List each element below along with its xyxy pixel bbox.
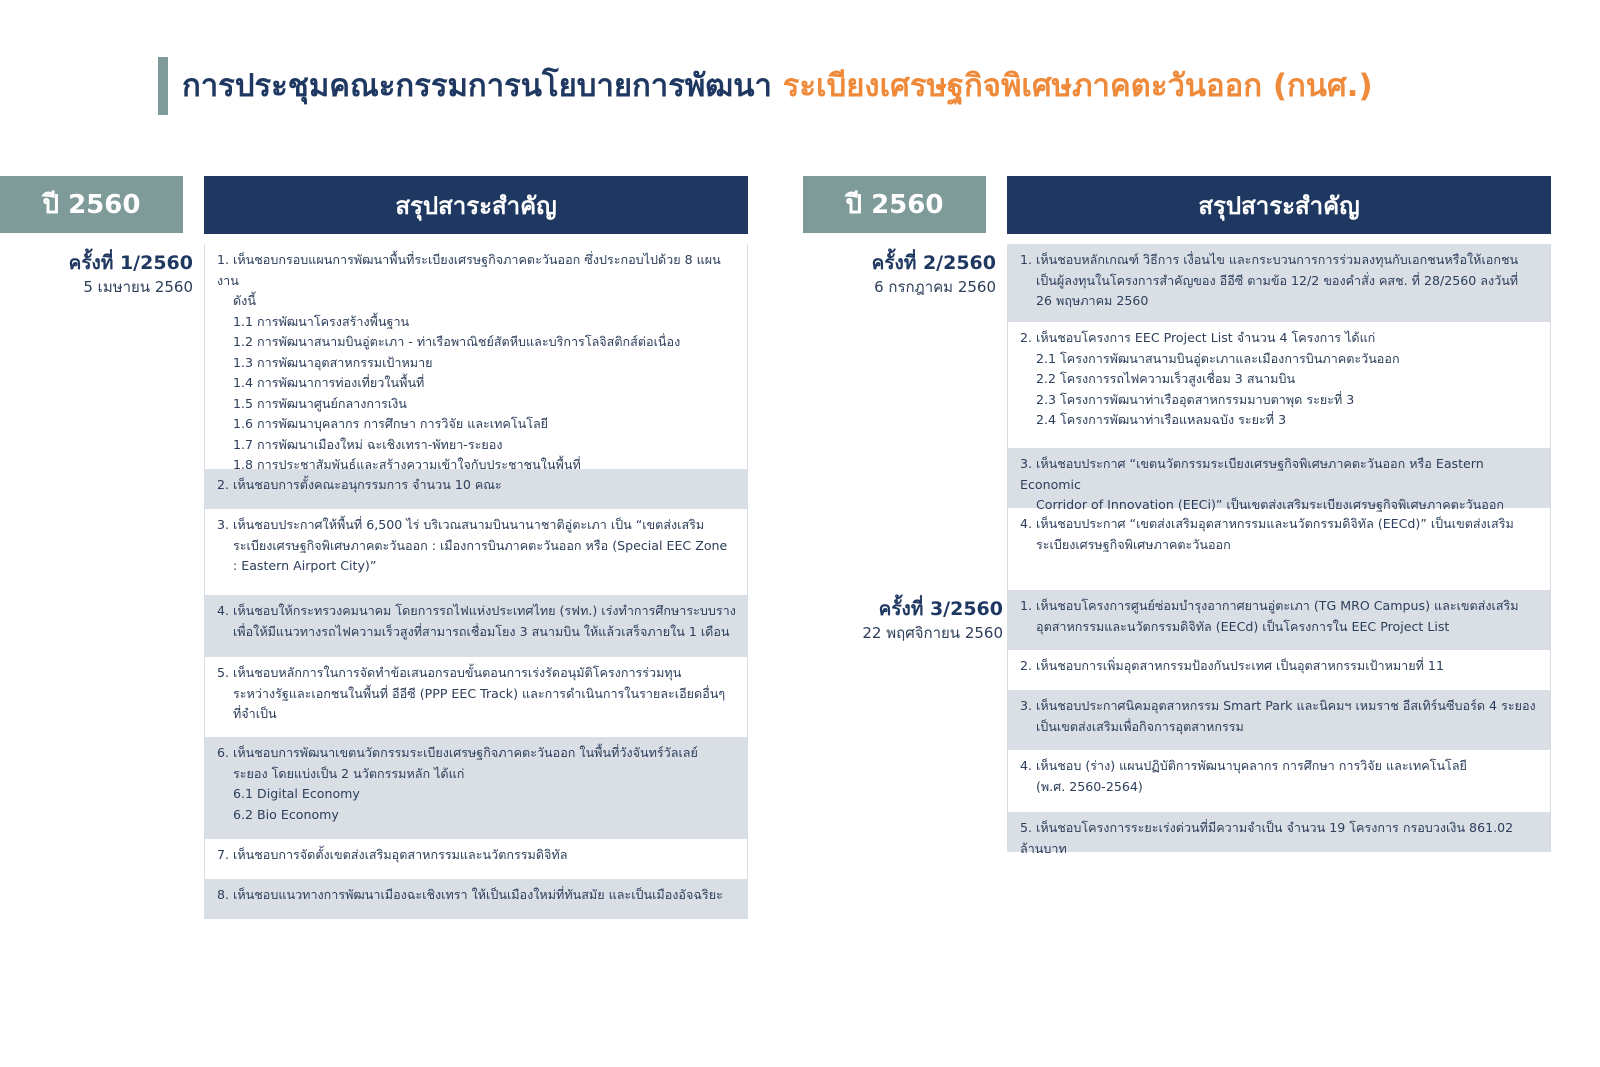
item-line: 2. เห็นชอบการเพิ่มอุตสาหกรรมป้องกันประเทศ เป็นอุตสาหกรรมเป้าหมายที่ 11 (1020, 658, 1444, 673)
summary-item (204, 657, 748, 737)
item-line: 5. เห็นชอบโครงการระยะเร่งด่วนที่มีความจำเป็น จำนวน 19 โครงการ กรอบวงเงิน 861.02 ล้านบาท (1020, 820, 1514, 856)
left-summary-header: สรุปสาระสำคัญ (204, 176, 748, 234)
item-continuation: : Eastern Airport City)” (233, 558, 377, 573)
item-subpoint: 2.4 โครงการพัฒนาท่าเรือแหลมฉบัง ระยะที่ 3 (1036, 412, 1287, 427)
summary-item (1007, 690, 1551, 750)
item-continuation: 26 พฤษภาคม 2560 (1036, 293, 1149, 308)
item-line: 2. เห็นชอบการตั้งคณะอนุกรรมการ จำนวน 10 คณะ (217, 477, 502, 492)
item-line: 4. เห็นชอบ (ร่าง) แผนปฏิบัติการพัฒนาบุคลากร การศึกษา การวิจัย และเทคโนโลยี (1020, 758, 1467, 773)
item-subpoint: 2.3 โครงการพัฒนาท่าเรืออุตสาหกรรมมาบตาพุด ระยะที่ 3 (1036, 391, 1355, 407)
summary-item (1007, 244, 1551, 322)
item-continuation: ที่จำเป็น (233, 706, 277, 721)
item-continuation: เป็นเขตส่งเสริมเพื่อกิจการอุตสาหกรรม (1036, 718, 1244, 734)
summary-item (1007, 508, 1551, 592)
meeting-1-label (30, 250, 193, 298)
item-continuation: เพื่อให้มีแนวทางรถไฟความเร็วสูงที่สามารถเชื่อมโยง 3 สนามบิน ให้แล้วเสร็จภายใน 1 เดือน (233, 623, 730, 639)
meeting-2-items (1007, 244, 1551, 592)
summary-item (204, 737, 748, 839)
meeting-3-title: ครั้งที่ 3/2560 (878, 598, 1003, 620)
item-subpoint: 1.6 การพัฒนาบุคลากร การศึกษา การวิจัย และเทคโนโลยี (233, 416, 549, 431)
item-continuation: ระเบียงเศรษฐกิจพิเศษภาคตะวันออก (1036, 536, 1231, 552)
meeting-3-label (833, 596, 1003, 644)
meeting-1-date: 5 เมษายน 2560 (83, 278, 193, 296)
item-subpoint: 2.2 โครงการรถไฟความเร็วสูงเชื่อม 3 สนามบิน (1036, 371, 1296, 386)
summary-item (1007, 590, 1551, 650)
item-subpoint: 1.8 การประชาสัมพันธ์และสร้างความเข้าใจกับประชาชนในพื้นที่ (233, 457, 581, 472)
summary-item (1007, 812, 1551, 856)
item-subpoint: 6.2 Bio Economy (233, 806, 339, 822)
meeting-3-date: 22 พฤศจิกายน 2560 (862, 624, 1003, 642)
item-line: 3. เห็นชอบประกาศให้พื้นที่ 6,500 ไร่ บริเวณสนามบินนานาชาติอู่ตะเภา เป็น “เขตส่งเสริม (217, 517, 705, 532)
item-line: 8. เห็นชอบแนวทางการพัฒนาเมืองฉะเชิงเทรา ให้เป็นเมืองใหม่ที่ทันสมัย และเป็นเมืองอัจฉริยะ (217, 887, 723, 902)
item-line: 7. เห็นชอบการจัดตั้งเขตส่งเสริมอุตสาหกรรมและนวัตกรรมดิจิทัล (217, 847, 568, 862)
item-line: 4. เห็นชอบประกาศ “เขตส่งเสริมอุตสาหกรรมและนวัตกรรมดิจิทัล (EECd)” เป็นเขตส่งเสริม (1020, 516, 1514, 531)
title-part-2: ระเบียงเศรษฐกิจพิเศษภาคตะวันออก (กนศ.) (782, 68, 1373, 104)
summary-item (1007, 448, 1551, 512)
item-subpoint: 1.4 การพัฒนาการท่องเที่ยวในพื้นที่ (233, 375, 425, 390)
meeting-3-items (1007, 590, 1551, 856)
meeting-2-label (833, 250, 996, 298)
page-title (182, 62, 1373, 110)
item-continuation: ระหว่างรัฐและเอกชนในพื้นที่ อีอีซี (PPP EEC Track) และการดำเนินการในรายละเอียดอื่นๆ (233, 685, 726, 701)
summary-item (204, 879, 748, 919)
summary-item (1007, 750, 1551, 812)
summary-item (204, 839, 748, 879)
item-subpoint: 1.7 การพัฒนาเมืองใหม่ ฉะเชิงเทรา-พัทยา-ระยอง (233, 436, 503, 452)
meeting-2-date: 6 กรกฎาคม 2560 (874, 278, 996, 296)
title-part-1: การประชุมคณะกรรมการนโยบายการพัฒนา (182, 68, 772, 104)
item-line: 3. เห็นชอบประกาศนิคมอุตสาหกรรม Smart Park และนิคมฯ เหมราช อีสเทิร์นซีบอร์ด 4 ระยอง (1020, 698, 1536, 713)
item-continuation: (พ.ศ. 2560-2564) (1036, 778, 1143, 794)
right-year-label: ปี 2560 (803, 176, 986, 233)
item-continuation: ระยอง โดยแบ่งเป็น 2 นวัตกรรมหลัก ได้แก่ (233, 765, 465, 781)
item-subpoint: 1.1 การพัฒนาโครงสร้างพื้นฐาน (233, 313, 410, 329)
item-line: 5. เห็นชอบหลักการในการจัดทำข้อเสนอกรอบขั้นตอนการเร่งรัดอนุมัติโครงการร่วมทุน (217, 665, 682, 680)
item-line: 4. เห็นชอบให้กระทรวงคมนาคม โดยการรถไฟแห่งประเทศไทย (รฟท.) เร่งทำการศึกษาระบบราง (217, 603, 736, 618)
title-accent-bar (158, 57, 168, 115)
item-subpoint: 1.3 การพัฒนาอุตสาหกรรมเป้าหมาย (233, 354, 433, 370)
item-continuation: เป็นผู้ลงทุนในโครงการสำคัญของ อีอีซี ตามข้อ 12/2 ของคำสั่ง คสช. ที่ 28/2560 ลงวันที่ (1036, 272, 1519, 288)
item-continuation: อุตสาหกรรมและนวัตกรรมดิจิทัล (EECd) เป็นโครงการใน EEC Project List (1036, 618, 1450, 634)
item-line: 1. เห็นชอบโครงการศูนย์ซ่อมบำรุงอากาศยานอู่ตะเภา (TG MRO Campus) และเขตส่งเสริม (1020, 598, 1519, 613)
right-summary-header: สรุปสาระสำคัญ (1007, 176, 1551, 234)
summary-item (204, 469, 748, 509)
item-subpoint: 1.2 การพัฒนาสนามบินอู่ตะเภา - ท่าเรือพาณิชย์สัตหีบและบริการโลจิสติกส์ต่อเนื่อง (233, 334, 681, 349)
item-line: 3. เห็นชอบประกาศ “เขตนวัตกรรมระเบียงเศรษฐกิจพิเศษภาคตะวันออก หรือ Eastern Economic (1020, 456, 1484, 492)
item-line: 2. เห็นชอบโครงการ EEC Project List จำนวน 4 โครงการ ได้แก่ (1020, 330, 1376, 345)
meeting-1-title: ครั้งที่ 1/2560 (68, 252, 193, 274)
item-continuation: ระเบียงเศรษฐกิจพิเศษภาคตะวันออก : เมืองการบินภาคตะวันออก หรือ (Special EEC Zone (233, 537, 728, 553)
left-year-label: ปี 2560 (0, 176, 183, 233)
meeting-2-title: ครั้งที่ 2/2560 (871, 252, 996, 274)
item-continuation: Corridor of Innovation (EECi)” เป็นเขตส่งเสริมระเบียงเศรษฐกิจพิเศษภาคตะวันออก (1036, 497, 1505, 512)
item-subpoint: 2.1 โครงการพัฒนาสนามบินอู่ตะเภาและเมืองการบินภาคตะวันออก (1036, 350, 1400, 366)
meeting-1-items (204, 244, 748, 919)
item-line: 6. เห็นชอบการพัฒนาเขตนวัตกรรมระเบียงเศรษฐกิจภาคตะวันออก ในพื้นที่วังจันทร์วัลเลย์ (217, 745, 698, 760)
summary-item (204, 244, 748, 472)
item-continuation: ดังนี้ (233, 293, 256, 308)
item-line: 1. เห็นชอบกรอบแผนการพัฒนาพื้นที่ระเบียงเศรษฐกิจภาคตะวันออก ซึ่งประกอบไปด้วย 8 แผนงาน (217, 252, 721, 288)
summary-item (1007, 650, 1551, 690)
item-subpoint: 6.1 Digital Economy (233, 786, 360, 801)
summary-item (204, 509, 748, 595)
summary-item (1007, 322, 1551, 448)
item-subpoint: 1.5 การพัฒนาศูนย์กลางการเงิน (233, 395, 407, 411)
summary-item (204, 595, 748, 657)
item-line: 1. เห็นชอบหลักเกณฑ์ วิธีการ เงื่อนไข และกระบวนการการร่วมลงทุนกับเอกชนหรือให้เอกชน (1020, 252, 1519, 267)
